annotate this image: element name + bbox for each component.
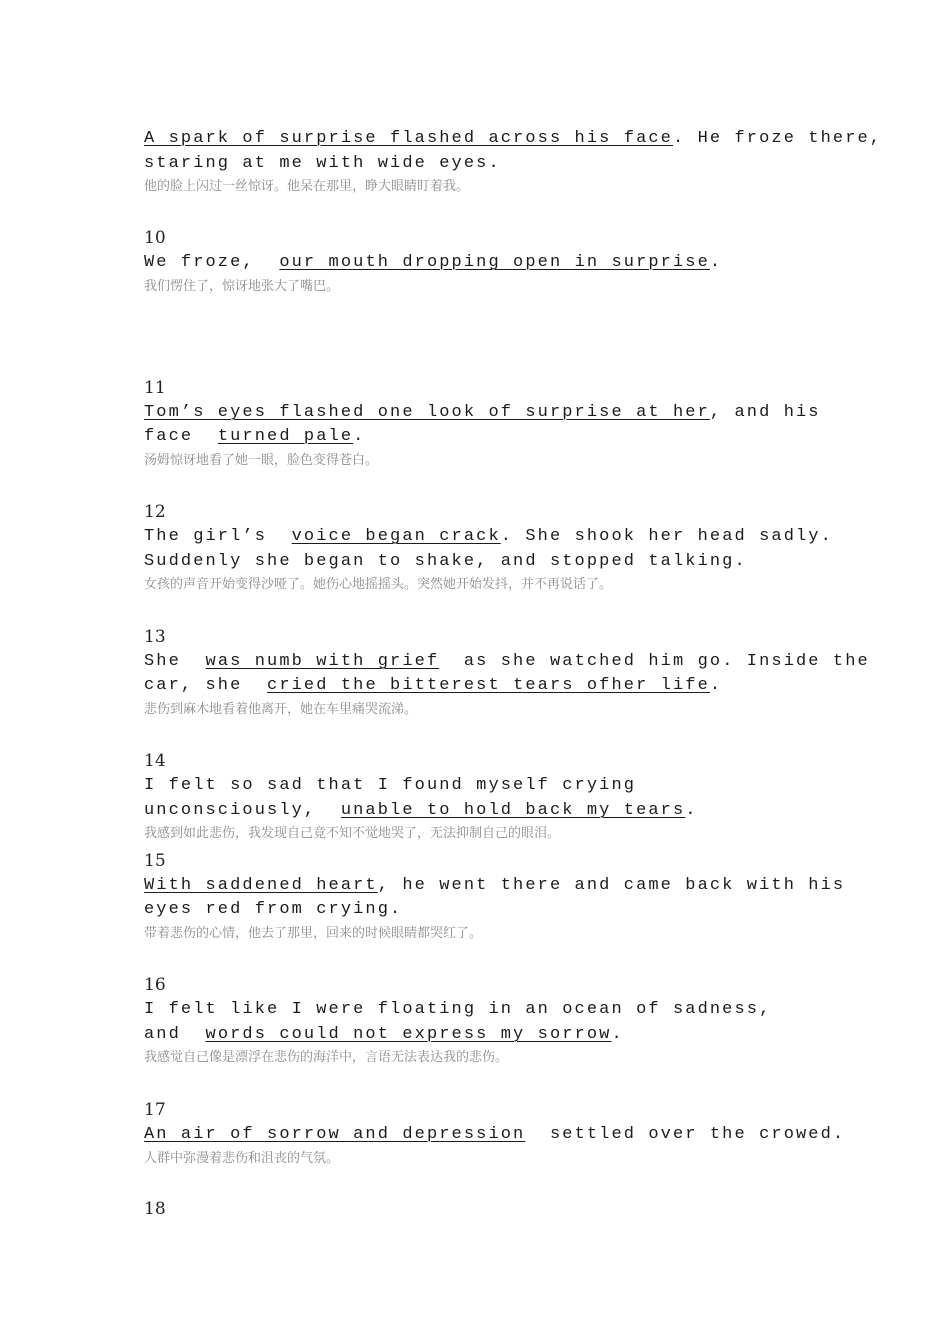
sentence-text: and [144,1025,206,1044]
underlined-phrase: voice began crack [291,527,501,546]
entry-number: 18 [144,1199,166,1219]
sentence-line [144,801,698,821]
chinese-translation: 女孩的声音开始变得沙哑了。她伤心地摇摇头。突然她开始发抖，并不再说话了。 [144,577,613,592]
underlined-phrase: An air of sorrow and depression [144,1125,526,1144]
sentence-line [144,652,870,672]
sentence-line [144,527,833,547]
sentence-text: . [685,801,698,820]
sentence-text: We froze, [144,253,280,272]
sentence-text: settled over the crowed. [525,1125,846,1144]
sentence-line [144,403,821,423]
chinese-translation: 悲伤到麻木地看着他离开，她在车里痛哭流涕。 [144,702,418,717]
underlined-phrase: A spark of surprise flashed across his face [144,129,673,148]
underlined-phrase: was numb with grief [205,652,440,671]
sentence-text: . [353,427,366,446]
sentence-text: , he went there and came back with his [377,876,846,895]
sentence-line [144,253,722,273]
sentence-line [144,1125,845,1145]
chinese-translation: 我感觉自己像是漂浮在悲伤的海洋中，言语无法表达我的悲伤。 [144,1050,509,1065]
sentence-line: staring at me with wide eyes. [144,154,501,173]
sentence-line [144,427,365,447]
sentence-line: I felt like I were floating in an ocean of sadness, [144,1000,772,1019]
sentence-line: Suddenly she began to shake, and stopped talking. [144,552,747,571]
entry-number: 17 [144,1100,166,1120]
entry-number: 10 [144,228,166,248]
sentence-line [144,1025,624,1045]
entry-number: 15 [144,851,166,871]
underlined-phrase: unable to hold back my tears [340,801,686,820]
sentence-line [144,129,882,149]
chinese-translation: 带着悲伤的心情，他去了那里，回来的时候眼睛都哭红了。 [144,926,483,941]
underlined-phrase: our mouth dropping open in surprise [279,253,710,272]
underlined-phrase: Tom’s eyes flashed one look of surprise at her [144,403,710,422]
sentence-line: eyes red from crying. [144,900,403,919]
chinese-translation: 我感到如此悲伤，我发现自己竟不知不觉地哭了，无法抑制自己的眼泪。 [144,826,561,841]
sentence-line: I felt so sad that I found myself crying [144,776,637,795]
sentence-text: as she watched him go. Inside the [439,652,870,671]
sentence-text: . [709,253,723,272]
entry-number: 14 [144,751,166,771]
sentence-text: The girl’s [144,527,292,546]
sentence-text: . [611,1025,624,1044]
chinese-translation: 我们愣住了，惊讶地张大了嘴巴。 [144,279,340,294]
chinese-translation: 人群中弥漫着悲伤和沮丧的气氛。 [144,1151,340,1166]
sentence-text: , and his [709,403,821,422]
underlined-phrase: cried the bitterest tears ofher life [267,676,710,695]
chinese-translation: 汤姆惊讶地看了她一眼，脸色变得苍白。 [144,453,379,468]
sentence-text: face [144,427,218,446]
sentence-text: . She shook her head sadly. [500,527,833,546]
sentence-text: car, she [144,676,268,695]
sentence-text: . [709,676,723,695]
underlined-phrase: With saddened heart [144,876,378,895]
sentence-line [144,676,722,696]
entry-number: 12 [144,502,166,522]
sentence-line [144,876,845,896]
entry-number: 11 [144,378,166,398]
sentence-text: She [144,652,206,671]
underlined-phrase: turned pale [217,427,354,446]
entry-number: 13 [144,627,166,647]
sentence-text: . He froze there, [672,129,883,148]
underlined-phrase: words could not express my sorrow [205,1025,612,1044]
chinese-translation: 他的脸上闪过一丝惊讶。他呆在那里，睁大眼睛盯着我。 [144,179,470,194]
entry-number: 16 [144,975,166,995]
sentence-text: unconsciously, [144,801,341,820]
